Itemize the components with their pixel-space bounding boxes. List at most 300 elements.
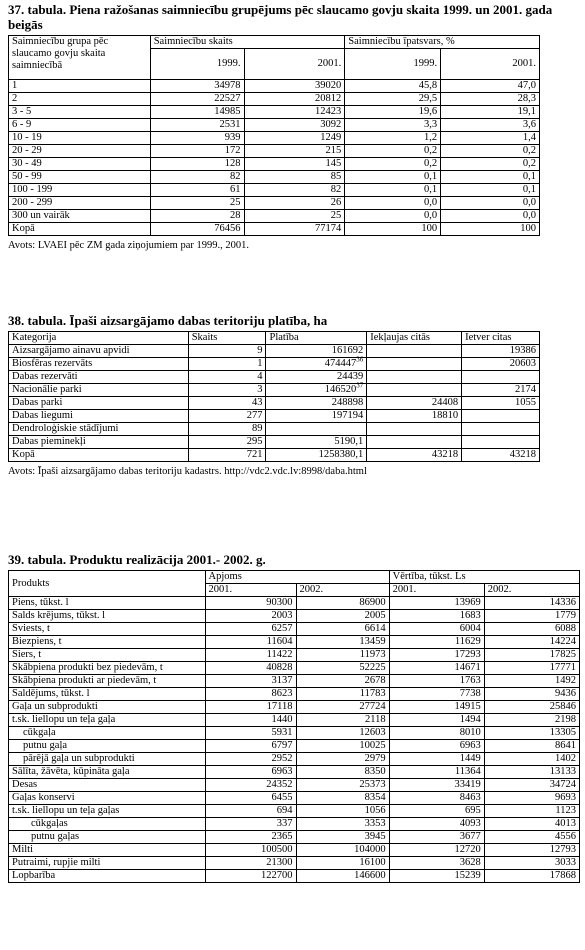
table-cell: 8354 [296,792,389,805]
table-39 [8,570,580,883]
table-39-title: 39. tabula. Produktu realizācija 2001.- 2002. g. [8,552,266,567]
area-value: 146520 [324,384,357,395]
included-cell [367,436,462,449]
area-value: 474447 [324,358,357,369]
area-value: 197194 [331,410,364,421]
table-cell: 17771 [484,662,579,675]
table-cell: 3092 [244,119,345,132]
table-37-source: Avots: LVAEI pēc ZM gada ziņojumiem par 1999., 2001. [8,240,249,251]
header-group: Saimniecību grupa pēc slaucamo govju skaita saimniecībā [9,36,151,80]
table-cell: 13969 [389,597,484,610]
row-label: Dabas liegumi [9,410,189,423]
row-label: Gaļa un subprodukti [9,701,206,714]
row-label: t.sk. liellopu un teļa gaļa [9,714,206,727]
table-cell: 0,2 [345,145,441,158]
table-row [9,449,540,462]
table-cell: 10025 [296,740,389,753]
area-cell [266,449,367,462]
row-label: Dabas parki [9,397,189,410]
included-cell [367,345,462,358]
table-row [9,675,580,688]
table-cell: 33419 [389,779,484,792]
row-label: Milti [9,844,206,857]
table-cell: 16100 [296,857,389,870]
table-row [9,844,580,857]
table-cell: 82 [244,184,345,197]
table-cell: 11629 [389,636,484,649]
included-cell: 18810 [367,410,462,423]
table-cell: 25373 [296,779,389,792]
row-label: cūkgaļa [9,727,206,740]
table-cell: 24352 [205,779,296,792]
row-label: 300 un vairāk [9,210,151,223]
table-row [9,423,540,436]
table-38-section [8,313,540,478]
count-cell: 295 [188,436,266,449]
row-label: Lopbarība [9,870,206,883]
table-row [9,610,580,623]
row-label: 100 - 199 [9,184,151,197]
table-cell: 6614 [296,623,389,636]
table-cell: 9436 [484,688,579,701]
table-cell: 3,3 [345,119,441,132]
table-38-source: Avots: Īpaši aizsargājamo dabas teritoriju kadastrs. http://vdc2.vdc.lv:8998/daba.html [8,466,367,477]
header-1999-share: 1999. [345,49,441,80]
table-cell: 122700 [205,870,296,883]
table-cell: 2531 [150,119,244,132]
table-cell: 1779 [484,610,579,623]
table-row [9,870,580,883]
count-cell: 4 [188,371,266,384]
table-row [9,779,580,792]
table-cell: 146600 [296,870,389,883]
table-cell: 25846 [484,701,579,714]
contains-cell [462,423,540,436]
row-label: 30 - 49 [9,158,151,171]
table-38-title: 38. tabula. Īpaši aizsargājamo dabas teritoriju platība, ha [8,313,328,328]
table-row [9,857,580,870]
header-2001: 2001. [244,49,345,80]
table-row [9,714,580,727]
table-cell: 0,1 [441,171,540,184]
area-cell [266,436,367,449]
table-row [9,792,580,805]
table-cell: 86900 [296,597,389,610]
table-cell: 4013 [484,818,579,831]
table-cell: 1449 [389,753,484,766]
area-cell [266,410,367,423]
table-cell: 7738 [389,688,484,701]
table-37-header-row [9,36,540,49]
contains-cell [462,410,540,423]
table-cell: 76456 [150,223,244,236]
included-cell: 24408 [367,397,462,410]
row-label: pārējā gaļa un subprodukti [9,753,206,766]
table-row [9,818,580,831]
table-row [9,184,540,197]
row-label: 2 [9,93,151,106]
table-row [9,410,540,423]
table-cell: 1440 [205,714,296,727]
table-cell: 3945 [296,831,389,844]
table-row [9,371,540,384]
table-cell: 9693 [484,792,579,805]
table-cell: 15239 [389,870,484,883]
included-cell [367,423,462,436]
area-value: 248898 [331,397,364,408]
area-cell [266,355,367,371]
row-label: Dabas pieminekļi [9,436,189,449]
table-cell: 11422 [205,649,296,662]
header-area: Platība [266,332,367,345]
table-cell: 34978 [150,80,244,93]
table-cell: 100 [441,223,540,236]
table-cell: 0,1 [345,171,441,184]
row-label: Biezpiens, t [9,636,206,649]
table-cell: 6257 [205,623,296,636]
row-label: 3 - 5 [9,106,151,119]
table-cell: 8350 [296,766,389,779]
table-cell: 19,1 [441,106,540,119]
contains-cell: 19386 [462,345,540,358]
table-cell: 20812 [244,93,345,106]
table-cell: 8010 [389,727,484,740]
table-cell: 14915 [389,701,484,714]
table-row [9,132,540,145]
table-cell: 82 [150,171,244,184]
row-label: Skābpiena produkti bez piedevām, t [9,662,206,675]
row-label: Skābpiena produkti ar piedevām, t [9,675,206,688]
row-label: cūkgaļas [9,818,206,831]
table-cell: 28,3 [441,93,540,106]
row-label: 20 - 29 [9,145,151,158]
table-cell: 17118 [205,701,296,714]
row-label: Aizsargājamo ainavu apvidi [9,345,189,358]
row-label: Dabas rezervāti [9,371,189,384]
table-cell: 100500 [205,844,296,857]
table-cell: 6455 [205,792,296,805]
header-share: Saimniecību īpatsvars, % [345,36,540,49]
area-value: 1258380,1 [318,449,364,460]
table-cell: 3,6 [441,119,540,132]
header-product: Produkts [9,571,206,597]
table-row [9,597,580,610]
row-label: Dendroloģiskie stādījumi [9,423,189,436]
header-volume: Apjoms [205,571,389,584]
table-cell: 172 [150,145,244,158]
area-value: 5190,1 [334,436,364,447]
contains-cell [462,436,540,449]
table-cell: 4556 [484,831,579,844]
table-cell: 8623 [205,688,296,701]
table-row [9,623,580,636]
table-cell: 14985 [150,106,244,119]
table-cell: 8641 [484,740,579,753]
table-cell: 39020 [244,80,345,93]
table-row [9,210,540,223]
row-label: Sviests, t [9,623,206,636]
row-label: Putraimi, rupjie milti [9,857,206,870]
table-cell: 34724 [484,779,579,792]
table-cell: 3137 [205,675,296,688]
table-row [9,119,540,132]
table-cell: 11783 [296,688,389,701]
table-38-header-row [9,332,540,345]
count-cell: 3 [188,384,266,397]
table-cell: 17825 [484,649,579,662]
table-cell: 12603 [296,727,389,740]
table-cell: 12423 [244,106,345,119]
count-cell: 1 [188,358,266,371]
table-cell: 25 [244,210,345,223]
count-cell: 43 [188,397,266,410]
contains-cell: 20603 [462,358,540,371]
count-cell: 277 [188,410,266,423]
table-cell: 215 [244,145,345,158]
table-cell: 6963 [205,766,296,779]
table-cell: 1056 [296,805,389,818]
table-row [9,158,540,171]
header-count: Saimniecību skaits [150,36,345,49]
table-cell: 1492 [484,675,579,688]
table-cell: 2118 [296,714,389,727]
row-label: 50 - 99 [9,171,151,184]
table-cell: 14336 [484,597,579,610]
table-cell: 2003 [205,610,296,623]
row-label: Salds krējums, tūkst. l [9,610,206,623]
table-cell: 45,8 [345,80,441,93]
area-cell [266,423,367,436]
table-cell: 6088 [484,623,579,636]
table-cell: 694 [205,805,296,818]
table-row [9,358,540,371]
table-39-header-row [9,571,580,584]
included-cell [367,384,462,397]
table-cell: 0,2 [441,145,540,158]
row-label: Piens, tūkst. l [9,597,206,610]
header-2001-value: 2001. [389,584,484,597]
row-label: Desas [9,779,206,792]
contains-cell: 2174 [462,384,540,397]
header-2002: 2002. [296,584,389,597]
table-cell: 0,0 [441,197,540,210]
table-cell: 0,0 [345,197,441,210]
header-category: Kategorija [9,332,189,345]
table-cell: 2952 [205,753,296,766]
footnote-marker: 37 [356,381,364,390]
header-2002-value: 2002. [484,584,579,597]
table-row [9,805,580,818]
table-39-section [8,552,580,883]
table-row [9,93,540,106]
table-cell: 11604 [205,636,296,649]
table-cell: 1249 [244,132,345,145]
table-cell: 52225 [296,662,389,675]
area-cell [266,381,367,397]
row-label: t.sk. liellopu un teļa gaļas [9,805,206,818]
row-label: Kopā [9,223,151,236]
row-label: Saldējums, tūkst. l [9,688,206,701]
table-cell: 40828 [205,662,296,675]
table-cell: 22527 [150,93,244,106]
area-value: 161692 [331,345,364,356]
table-cell: 17293 [389,649,484,662]
footnote-marker: 36 [356,355,364,364]
table-cell: 90300 [205,597,296,610]
table-cell: 0,2 [345,158,441,171]
table-37 [8,35,540,236]
table-row [9,171,540,184]
table-row [9,688,580,701]
table-row [9,145,540,158]
table-38 [8,331,540,462]
table-row [9,80,540,93]
table-37-section [8,2,573,252]
table-cell: 5931 [205,727,296,740]
count-cell: 89 [188,423,266,436]
table-cell: 0,1 [441,184,540,197]
table-row [9,384,540,397]
row-label: 10 - 19 [9,132,151,145]
table-cell: 47,0 [441,80,540,93]
table-cell: 3628 [389,857,484,870]
area-cell [266,345,367,358]
row-label: putnu gaļa [9,740,206,753]
table-cell: 145 [244,158,345,171]
included-cell [367,371,462,384]
table-cell: 13305 [484,727,579,740]
header-value: Vērtība, tūkst. Ls [389,571,579,584]
row-label: Kopā [9,449,189,462]
table-row [9,106,540,119]
table-row [9,397,540,410]
table-cell: 19,6 [345,106,441,119]
table-cell: 1763 [389,675,484,688]
table-37-title: 37. tabula. Piena ražošanas saimniecību grupējums pēc slaucamo govju skaita 1999. un 2001. gada beigās [8,2,553,32]
header-contains: Ietver citas [462,332,540,345]
table-cell: 14671 [389,662,484,675]
table-cell: 0,0 [441,210,540,223]
area-cell [266,397,367,410]
table-row [9,345,540,358]
table-cell: 4093 [389,818,484,831]
count-cell: 9 [188,345,266,358]
table-cell: 2678 [296,675,389,688]
table-cell: 3033 [484,857,579,870]
table-cell: 21300 [205,857,296,870]
table-row [9,649,580,662]
row-label: 1 [9,80,151,93]
table-row [9,727,580,740]
header-count: Skaits [188,332,266,345]
included-cell [367,358,462,371]
table-cell: 2198 [484,714,579,727]
row-label: Sālīta, žāvēta, kūpināta gaļa [9,766,206,779]
table-cell: 29,5 [345,93,441,106]
header-included: Iekļaujas citās [367,332,462,345]
table-cell: 11973 [296,649,389,662]
table-cell: 1123 [484,805,579,818]
table-cell: 3677 [389,831,484,844]
table-cell: 695 [389,805,484,818]
contains-cell [462,371,540,384]
table-cell: 61 [150,184,244,197]
table-cell: 1402 [484,753,579,766]
table-cell: 1,2 [345,132,441,145]
row-label: putnu gaļas [9,831,206,844]
table-cell: 6797 [205,740,296,753]
table-cell: 2005 [296,610,389,623]
header-2001: 2001. [205,584,296,597]
table-row [9,436,540,449]
table-cell: 1683 [389,610,484,623]
table-row [9,197,540,210]
table-row [9,223,540,236]
row-label: Gaļas konservi [9,792,206,805]
table-cell: 12793 [484,844,579,857]
table-row [9,701,580,714]
table-cell: 3353 [296,818,389,831]
row-label: Siers, t [9,649,206,662]
table-cell: 1,4 [441,132,540,145]
table-cell: 17868 [484,870,579,883]
table-cell: 2365 [205,831,296,844]
table-cell: 28 [150,210,244,223]
table-cell: 2979 [296,753,389,766]
table-row [9,636,580,649]
table-cell: 100 [345,223,441,236]
table-cell: 6963 [389,740,484,753]
table-row [9,766,580,779]
table-cell: 8463 [389,792,484,805]
table-row [9,753,580,766]
table-cell: 6004 [389,623,484,636]
table-cell: 0,0 [345,210,441,223]
table-cell: 13459 [296,636,389,649]
area-value: 24439 [336,371,364,382]
area-cell [266,371,367,384]
table-cell: 25 [150,197,244,210]
count-cell: 721 [188,449,266,462]
table-cell: 128 [150,158,244,171]
table-cell: 939 [150,132,244,145]
table-cell: 11364 [389,766,484,779]
header-2001-share: 2001. [441,49,540,80]
table-cell: 0,1 [345,184,441,197]
table-row [9,662,580,675]
table-cell: 13133 [484,766,579,779]
row-label: 200 - 299 [9,197,151,210]
table-cell: 77174 [244,223,345,236]
table-cell: 337 [205,818,296,831]
included-cell: 43218 [367,449,462,462]
table-row [9,831,580,844]
contains-cell: 43218 [462,449,540,462]
table-cell: 0,2 [441,158,540,171]
table-cell: 12720 [389,844,484,857]
row-label: Biosfēras rezervāts [9,358,189,371]
table-cell: 85 [244,171,345,184]
row-label: 6 - 9 [9,119,151,132]
table-cell: 14224 [484,636,579,649]
table-cell: 27724 [296,701,389,714]
header-1999: 1999. [150,49,244,80]
table-row [9,740,580,753]
table-cell: 1494 [389,714,484,727]
table-cell: 104000 [296,844,389,857]
contains-cell: 1055 [462,397,540,410]
table-cell: 26 [244,197,345,210]
